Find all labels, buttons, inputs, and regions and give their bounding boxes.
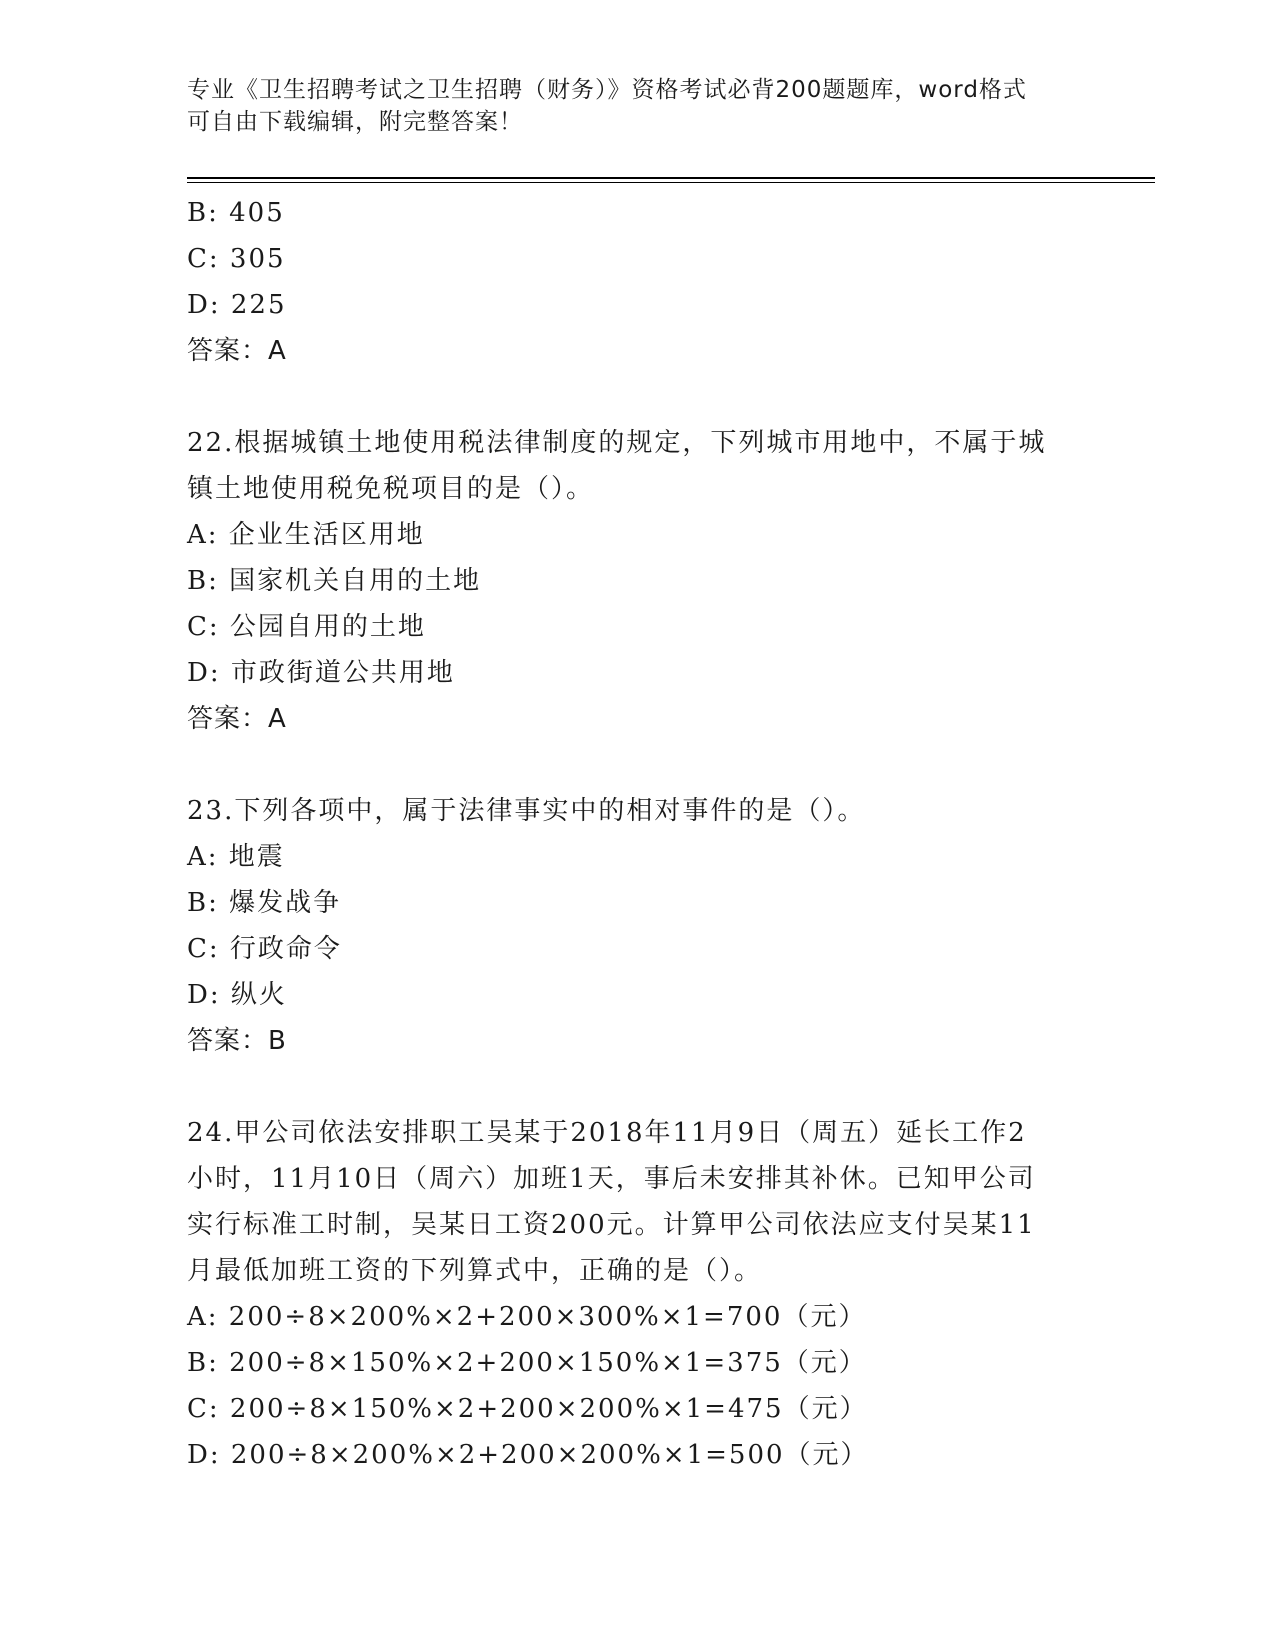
question-24 [187,1110,1087,1478]
header-rule-thick [187,177,1155,179]
question-stem: 月最低加班工资的下列算式中，正确的是（）。 [187,1256,763,1286]
question-stem: 22.根据城镇土地使用税法律制度的规定，下列城市用地中，不属于城 [187,428,1047,458]
question-stem: 23.下列各项中，属于法律事实中的相对事件的是（）。 [187,796,866,826]
header-line-2: 可自由下载编辑，附完整答案！ [187,109,523,135]
option-c: C: 305 [187,244,286,274]
option-d: D: 市政街道公共用地 [187,658,455,688]
answer: 答案：B [187,1026,287,1056]
question-stem: 实行标准工时制，吴某日工资200元。计算甲公司依法应支付吴某11 [187,1210,1036,1240]
option-c: C: 公园自用的土地 [187,612,426,642]
header-line-1: 专业《卫生招聘考试之卫生招聘（财务）》资格考试必背200题题库，word格式 [187,77,1027,103]
document-body [187,190,1087,1478]
question-stem: 24.甲公司依法安排职工吴某于2018年11月9日（周五）延长工作2 [187,1118,1027,1148]
option-a: A: 地震 [187,842,285,872]
option-b: B: 国家机关自用的土地 [187,566,482,596]
question-stem: 小时，11月10日（周六）加班1天，事后未安排其补休。已知甲公司 [187,1164,1036,1194]
option-c: C: 行政命令 [187,934,342,964]
question-23 [187,788,1087,1064]
option-a: A: 200÷8×200%×2+200×300%×1=700（元） [187,1302,867,1332]
header-rule-thin [187,182,1155,183]
question-stem: 镇土地使用税免税项目的是（）。 [187,474,595,504]
option-b: B: 200÷8×150%×2+200×150%×1=375（元） [187,1348,867,1378]
option-d: D: 纵火 [187,980,287,1010]
question-22 [187,420,1087,742]
option-a: A: 企业生活区用地 [187,520,425,550]
question-21-tail [187,190,1087,374]
option-d: D: 225 [187,290,287,320]
document-header [187,74,1087,138]
answer: 答案：A [187,336,287,366]
answer: 答案：A [187,704,287,734]
option-b: B: 405 [187,198,285,228]
option-b: B: 爆发战争 [187,888,342,918]
option-c: C: 200÷8×150%×2+200×200%×1=475（元） [187,1394,868,1424]
option-d: D: 200÷8×200%×2+200×200%×1=500（元） [187,1440,869,1470]
